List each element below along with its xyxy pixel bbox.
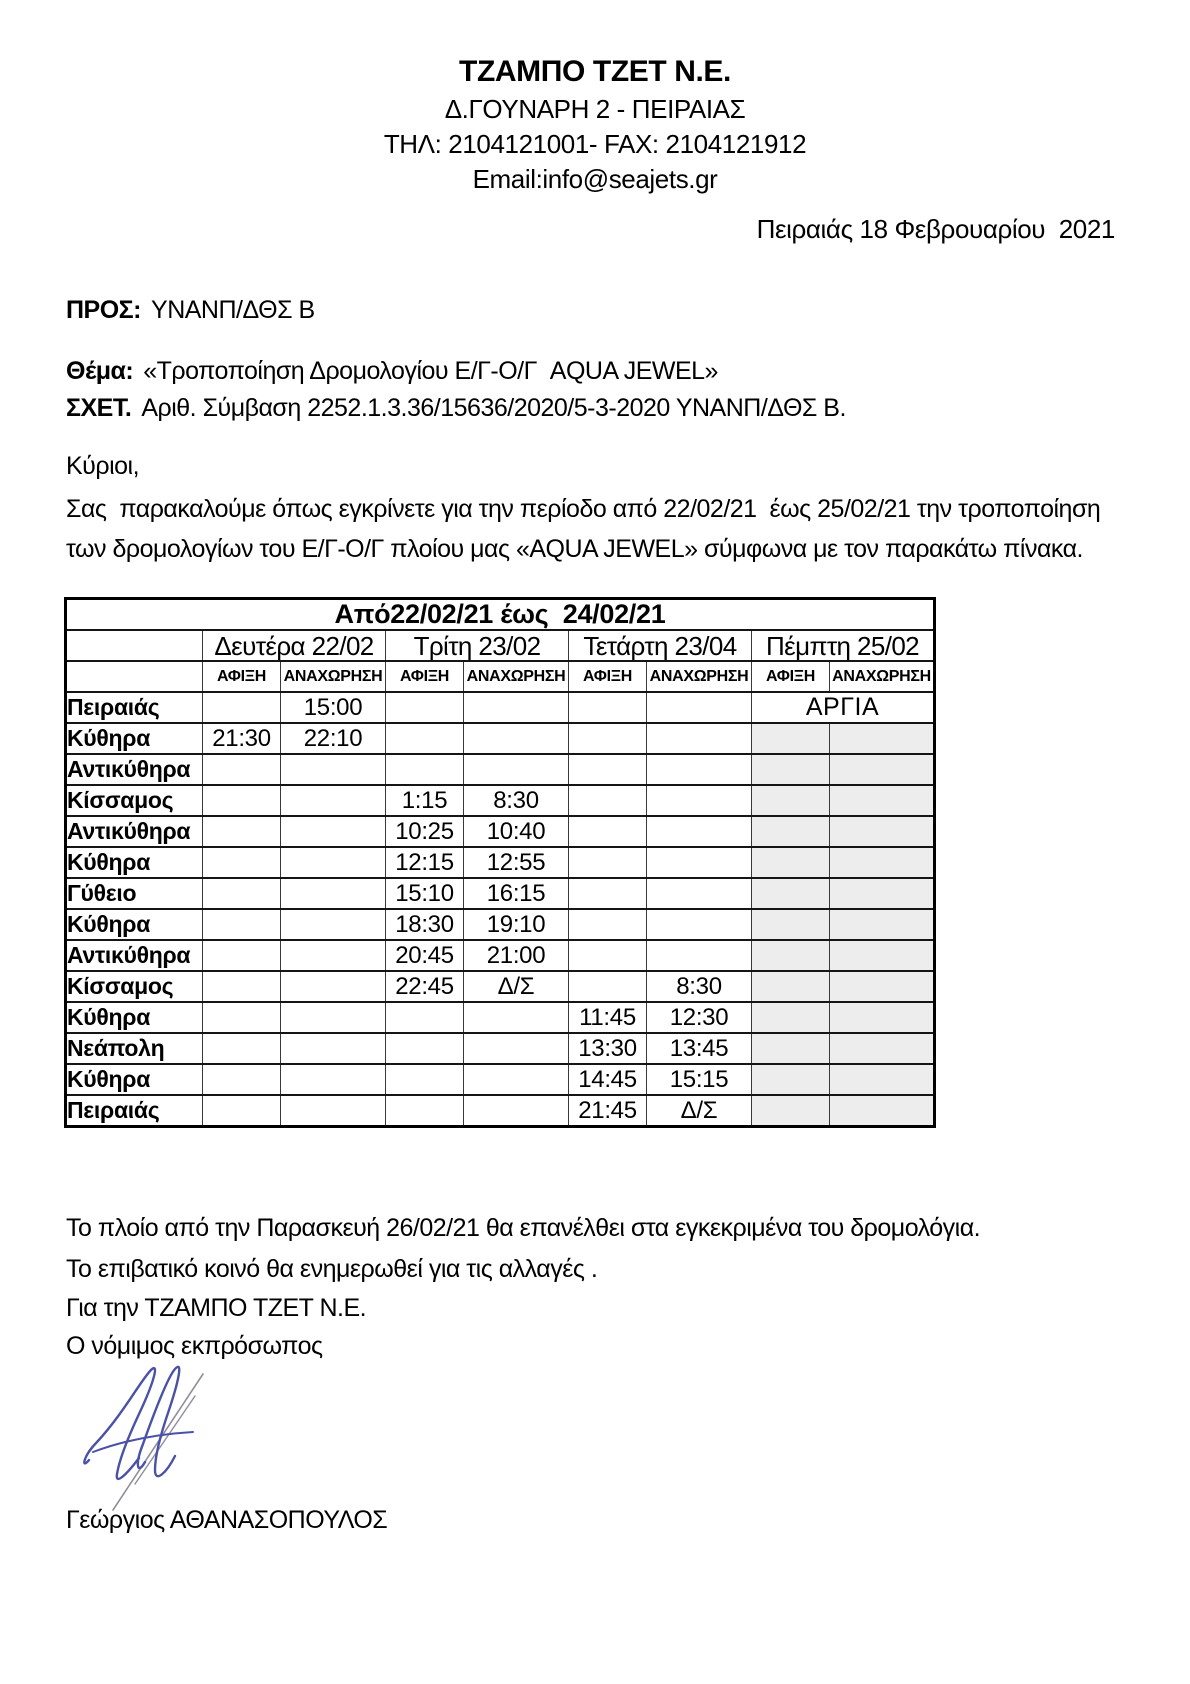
time-cell (281, 1064, 386, 1095)
closed-cell (830, 1095, 935, 1127)
body-line-2: των δρομολογίων του Ε/Γ-Ο/Γ πλοίου μας «AQUA JEWEL» σύμφωνα με τον παρακάτω πίνακα. (66, 535, 1083, 563)
port-name-cell: Κύθηρα (66, 1002, 203, 1033)
time-cell (281, 940, 386, 971)
subheader-row (66, 661, 935, 692)
company-email: Email:info@seajets.gr (472, 164, 718, 194)
time-cell (386, 692, 464, 723)
closed-cell (830, 940, 935, 971)
schedule-row-6 (66, 878, 935, 909)
time-cell (203, 909, 281, 940)
port-name-cell: Κίσσαμος (66, 971, 203, 1002)
schedule-table (64, 597, 936, 1128)
time-cell: 16:15 (464, 878, 569, 909)
schedule-row-1 (66, 723, 935, 754)
closed-cell (830, 847, 935, 878)
time-cell (203, 754, 281, 785)
time-cell (281, 878, 386, 909)
time-cell (569, 754, 647, 785)
closed-cell (752, 1064, 830, 1095)
corner-cell (66, 630, 203, 661)
closed-cell (752, 785, 830, 816)
time-cell: 12:55 (464, 847, 569, 878)
time-cell (464, 723, 569, 754)
time-cell: 18:30 (386, 909, 464, 940)
day-header-0: Δευτέρα 22/02 (203, 630, 386, 661)
time-cell (569, 909, 647, 940)
subject-value: «Τροποποίηση Δρομολογίου Ε/Γ-Ο/Γ AQUA JEWEL» (143, 357, 718, 385)
reference-label: ΣΧΕΤ. (66, 394, 132, 422)
time-cell (203, 1095, 281, 1127)
arrival-header-1: ΑΦΙΞΗ (386, 661, 464, 692)
time-cell (386, 1064, 464, 1095)
time-cell (281, 971, 386, 1002)
time-cell: 12:15 (386, 847, 464, 878)
recipient-label: ΠΡΟΣ: (66, 296, 142, 324)
time-cell (647, 692, 752, 723)
time-cell: 22:10 (281, 723, 386, 754)
time-cell (569, 940, 647, 971)
time-cell (569, 785, 647, 816)
time-cell (569, 816, 647, 847)
closed-cell (752, 1033, 830, 1064)
time-cell (203, 971, 281, 1002)
time-cell (203, 1033, 281, 1064)
closing-line-1: Το πλοίο από την Παρασκευή 26/02/21 θα επανέλθει στα εγκεκριμένα του δρομολόγια. (66, 1214, 981, 1242)
schedule-row-12 (66, 1064, 935, 1095)
time-cell: 10:40 (464, 816, 569, 847)
schedule-row-13 (66, 1095, 935, 1127)
time-cell (386, 754, 464, 785)
closed-cell (752, 754, 830, 785)
time-cell (647, 847, 752, 878)
port-name-cell: Νεάπολη (66, 1033, 203, 1064)
port-name-cell: Κύθηρα (66, 1064, 203, 1095)
day-header-3: Πέμπτη 25/02 (752, 630, 935, 661)
schedule-row-7 (66, 909, 935, 940)
time-cell (203, 692, 281, 723)
time-cell (386, 723, 464, 754)
closed-cell (752, 1095, 830, 1127)
day-header-1: Τρίτη 23/02 (386, 630, 569, 661)
time-cell (647, 816, 752, 847)
time-cell: 13:30 (569, 1033, 647, 1064)
time-cell: 12:30 (647, 1002, 752, 1033)
time-cell: 20:45 (386, 940, 464, 971)
time-cell (464, 1002, 569, 1033)
time-cell: 22:45 (386, 971, 464, 1002)
closed-cell (830, 1002, 935, 1033)
time-cell (281, 847, 386, 878)
time-cell (464, 754, 569, 785)
time-cell: Δ/Σ (464, 971, 569, 1002)
closed-cell (830, 785, 935, 816)
time-cell: 14:45 (569, 1064, 647, 1095)
recipient-value: ΥΝΑΝΠ/ΔΘΣ Β (151, 296, 315, 324)
date-line: Πειραιάς 18 Φεβρουαρίου 2021 (756, 214, 1115, 244)
handwritten-signature (70, 1362, 280, 1512)
time-cell (281, 785, 386, 816)
schedule-row-0 (66, 692, 935, 723)
time-cell (281, 1002, 386, 1033)
time-cell: 11:45 (569, 1002, 647, 1033)
time-cell (203, 940, 281, 971)
signatory-name: Γεώργιος ΑΘΑΝΑΣΟΠΟΥΛΟΣ (66, 1506, 388, 1534)
day-header-row (66, 630, 935, 661)
company-phone-fax: ΤΗΛ: 2104121001- FAX: 2104121912 (383, 129, 807, 159)
time-cell (647, 878, 752, 909)
schedule-table-container (64, 597, 936, 1128)
letterhead (0, 52, 1190, 197)
closed-cell (830, 1033, 935, 1064)
time-cell (569, 971, 647, 1002)
time-cell (203, 816, 281, 847)
schedule-row-5 (66, 847, 935, 878)
time-cell (569, 723, 647, 754)
time-cell: 21:45 (569, 1095, 647, 1127)
table-title-row (66, 599, 935, 631)
port-name-cell: Γύθειο (66, 878, 203, 909)
closed-cell (830, 754, 935, 785)
salutation: Κύριοι, (66, 452, 140, 480)
time-cell: 15:00 (281, 692, 386, 723)
time-cell: 19:10 (464, 909, 569, 940)
port-name-cell: Κίσσαμος (66, 785, 203, 816)
time-cell (386, 1095, 464, 1127)
corner-cell (66, 661, 203, 692)
closed-cell (752, 847, 830, 878)
port-name-cell: Αντικύθηρα (66, 940, 203, 971)
port-name-cell: Αντικύθηρα (66, 816, 203, 847)
time-cell (464, 1064, 569, 1095)
closed-cell (752, 878, 830, 909)
closed-cell (752, 816, 830, 847)
time-cell (203, 878, 281, 909)
schedule-row-8 (66, 940, 935, 971)
time-cell (281, 816, 386, 847)
arrival-header-0: ΑΦΙΞΗ (203, 661, 281, 692)
time-cell (464, 692, 569, 723)
time-cell: 13:45 (647, 1033, 752, 1064)
reference-line (66, 394, 846, 423)
schedule-row-10 (66, 1002, 935, 1033)
time-cell (569, 692, 647, 723)
closing-line-2: Το επιβατικό κοινό θα ενημερωθεί για τις αλλαγές . (66, 1255, 598, 1283)
closed-cell (830, 1064, 935, 1095)
legal-representative-line: Ο νόμιμος εκπρόσωπος (66, 1332, 323, 1360)
arrival-header-2: ΑΦΙΞΗ (569, 661, 647, 692)
schedule-row-4 (66, 816, 935, 847)
time-cell: 1:15 (386, 785, 464, 816)
table-title: Από22/02/21 έως 24/02/21 (66, 599, 935, 631)
time-cell: Δ/Σ (647, 1095, 752, 1127)
time-cell: 15:10 (386, 878, 464, 909)
departure-header-2: ΑΝΑΧΩΡΗΣΗ (647, 661, 752, 692)
time-cell (203, 1002, 281, 1033)
subject-label: Θέμα: (66, 357, 134, 385)
time-cell (647, 785, 752, 816)
closed-cell (752, 940, 830, 971)
time-cell (203, 1064, 281, 1095)
port-name-cell: Πειραιάς (66, 1095, 203, 1127)
time-cell (647, 723, 752, 754)
company-name: ΤΖΑΜΠΟ ΤΖΕΤ Ν.Ε. (459, 55, 731, 88)
port-name-cell: Κύθηρα (66, 723, 203, 754)
reference-value: Αριθ. Σύμβαση 2252.1.3.36/15636/2020/5-3-2020 ΥΝΑΝΠ/ΔΘΣ Β. (141, 394, 846, 422)
time-cell (464, 1095, 569, 1127)
schedule-row-9 (66, 971, 935, 1002)
time-cell: 8:30 (464, 785, 569, 816)
time-cell (203, 847, 281, 878)
closed-cell (830, 909, 935, 940)
closed-cell (830, 723, 935, 754)
port-name-cell: Αντικύθηρα (66, 754, 203, 785)
closed-cell (752, 971, 830, 1002)
time-cell: 21:30 (203, 723, 281, 754)
closed-cell (752, 723, 830, 754)
port-name-cell: Κύθηρα (66, 909, 203, 940)
time-cell: 8:30 (647, 971, 752, 1002)
closed-cell (752, 1002, 830, 1033)
time-cell (647, 754, 752, 785)
port-name-cell: Κύθηρα (66, 847, 203, 878)
signature-icon (70, 1362, 280, 1512)
time-cell (281, 1095, 386, 1127)
arrival-header-3: ΑΦΙΞΗ (752, 661, 830, 692)
body-paragraph (66, 489, 1100, 569)
closed-cell (830, 878, 935, 909)
time-cell: 15:15 (647, 1064, 752, 1095)
time-cell: 21:00 (464, 940, 569, 971)
body-line-1: Σας παρακαλούμε όπως εγκρίνετε για την περίοδο από 22/02/21 έως 25/02/21 την τροποποίηση (66, 495, 1101, 523)
time-cell (281, 754, 386, 785)
departure-header-3: ΑΝΑΧΩΡΗΣΗ (830, 661, 935, 692)
subject-line (66, 357, 718, 386)
port-name-cell: Πειραιάς (66, 692, 203, 723)
day-header-2: Τετάρτη 23/04 (569, 630, 752, 661)
closed-cell (830, 971, 935, 1002)
time-cell (203, 785, 281, 816)
departure-header-0: ΑΝΑΧΩΡΗΣΗ (281, 661, 386, 692)
time-cell (386, 1002, 464, 1033)
company-address: Δ.ΓΟΥΝΑΡΗ 2 - ΠΕΙΡΑΙΑΣ (444, 94, 746, 124)
for-company-line: Για την ΤΖΑΜΠΟ ΤΖΕΤ Ν.Ε. (66, 1294, 367, 1322)
recipient-line (66, 296, 315, 325)
time-cell (569, 878, 647, 909)
time-cell (647, 909, 752, 940)
closed-cell (830, 816, 935, 847)
holiday-cell: ΑΡΓΙΑ (752, 692, 935, 723)
time-cell: 10:25 (386, 816, 464, 847)
schedule-row-2 (66, 754, 935, 785)
closed-cell (752, 909, 830, 940)
time-cell (386, 1033, 464, 1064)
time-cell (464, 1033, 569, 1064)
time-cell (569, 847, 647, 878)
schedule-row-11 (66, 1033, 935, 1064)
time-cell (281, 1033, 386, 1064)
time-cell (647, 940, 752, 971)
closing-paragraph (66, 1208, 980, 1290)
departure-header-1: ΑΝΑΧΩΡΗΣΗ (464, 661, 569, 692)
schedule-row-3 (66, 785, 935, 816)
time-cell (281, 909, 386, 940)
